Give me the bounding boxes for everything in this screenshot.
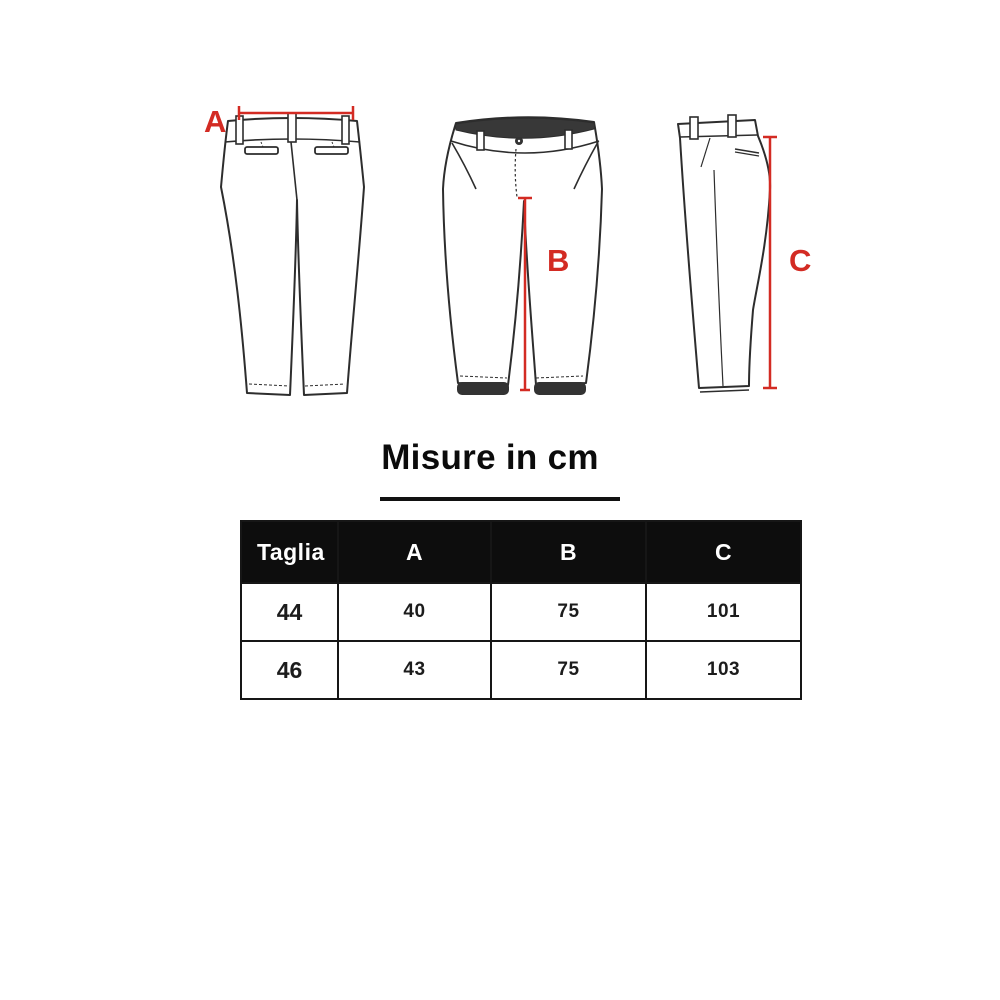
pants-back-view-drawing (200, 85, 375, 415)
pants-front-view-drawing (435, 85, 610, 415)
size-row-46 (241, 641, 801, 699)
size-cell-b: 75 (491, 583, 646, 641)
size-cell-taglia: 46 (241, 641, 338, 699)
hem-line (700, 390, 749, 392)
pants-front-view-svg (435, 85, 610, 415)
size-table-body (241, 583, 801, 699)
size-row-44 (241, 583, 801, 641)
measure-label-c: C (789, 243, 812, 278)
size-cell-b: 75 (491, 641, 646, 699)
pants-side-view-drawing (665, 85, 815, 415)
measurements-title (340, 438, 640, 478)
belt-loop (565, 130, 572, 149)
hem-cuff (457, 382, 509, 395)
header-row (241, 521, 801, 583)
back-pocket (315, 147, 348, 154)
size-cell-c: 103 (646, 641, 801, 699)
header-cell-taglia: Taglia (241, 521, 338, 583)
header-cell-b: B (491, 521, 646, 583)
measure-label-a: A (204, 104, 227, 139)
header-cell-c: C (646, 521, 801, 583)
hem-cuff (534, 382, 586, 395)
belt-loop (728, 115, 736, 137)
pants-outline (443, 117, 602, 385)
title-underline (380, 497, 620, 501)
back-pocket (245, 147, 278, 154)
measurements-title-text: Misure in cm (381, 438, 599, 477)
belt-loop (236, 116, 243, 144)
pants-side-view-svg (665, 85, 815, 415)
size-cell-c: 101 (646, 583, 801, 641)
pants-outline (678, 120, 770, 388)
belt-loop (342, 116, 349, 144)
belt-loop (477, 131, 484, 150)
belt-loop (690, 117, 698, 139)
size-table (240, 520, 802, 700)
header-cell-a: A (338, 521, 491, 583)
size-cell-taglia: 44 (241, 583, 338, 641)
size-cell-a: 40 (338, 583, 491, 641)
waist-button-hole (518, 140, 520, 142)
size-cell-a: 43 (338, 641, 491, 699)
pants-back-view-svg (200, 85, 375, 415)
measure-label-b: B (547, 243, 570, 278)
belt-loop (288, 113, 296, 142)
size-table-header (241, 521, 801, 583)
